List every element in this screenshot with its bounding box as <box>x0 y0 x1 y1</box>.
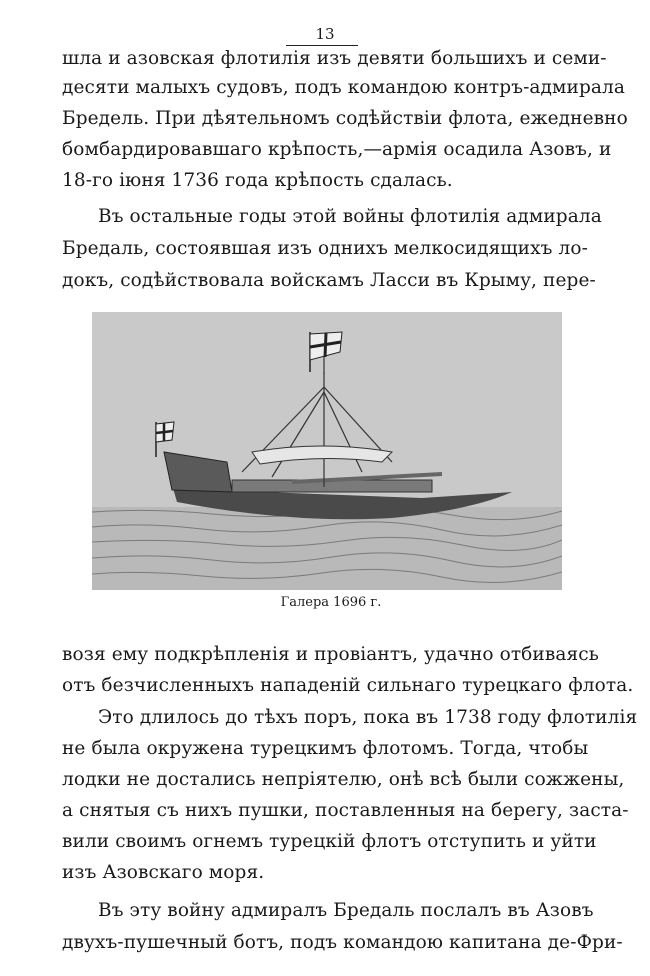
text-line: Бредель. При дѣятельномъ содѣйствіи флота, ежедневно <box>62 108 628 129</box>
text-line: десяти малыхъ судовъ, подъ командою контръ-адмирала <box>62 77 626 98</box>
galley-illustration <box>92 312 562 590</box>
text-line: лодки не достались непріятелю, онѣ всѣ были сожжены, <box>62 769 625 790</box>
text-line: Въ эту войну адмиралъ Бредаль послалъ въ Азовъ <box>98 900 594 921</box>
text-line: возя ему подкрѣпленія и провіантъ, удачно отбиваясь <box>62 644 599 665</box>
text-line: не была окружена турецкимъ флотомъ. Тогда, чтобы <box>62 738 589 759</box>
page-number-rule <box>286 45 358 46</box>
text-line: двухъ-пушечный ботъ, подъ командою капитана де-Фри- <box>62 932 623 953</box>
text-line: Бредаль, состоявшая изъ однихъ мелкосидящихъ ло- <box>62 238 588 259</box>
text-line: Въ остальные годы этой войны флотилія адмирала <box>98 206 602 227</box>
figure-caption: Галера 1696 г. <box>280 595 382 610</box>
text-line: отъ безчисленныхъ нападеній сильнаго турецкаго флота. <box>62 675 634 696</box>
text-line: бомбардировавшаго крѣпость,—армія осадила Азовъ, и <box>62 139 612 160</box>
text-line: докъ, содѣйствовала войскамъ Ласси въ Крыму, пере- <box>62 270 596 291</box>
page-number: 13 <box>315 25 335 43</box>
text-line: изъ Азовскаго моря. <box>62 862 265 883</box>
text-line: шла и азовская флотилія изъ девяти большихъ и семи- <box>62 48 607 69</box>
text-line: 18-го іюня 1736 года крѣпость сдалась. <box>62 170 453 191</box>
text-line: вили своимъ огнемъ турецкій флотъ отступить и уйти <box>62 831 597 852</box>
text-line: Это длилось до тѣхъ поръ, пока въ 1738 году флотилія <box>98 707 638 728</box>
text-line: а снятыя съ нихъ пушки, поставленныя на берегу, заста- <box>62 800 629 821</box>
